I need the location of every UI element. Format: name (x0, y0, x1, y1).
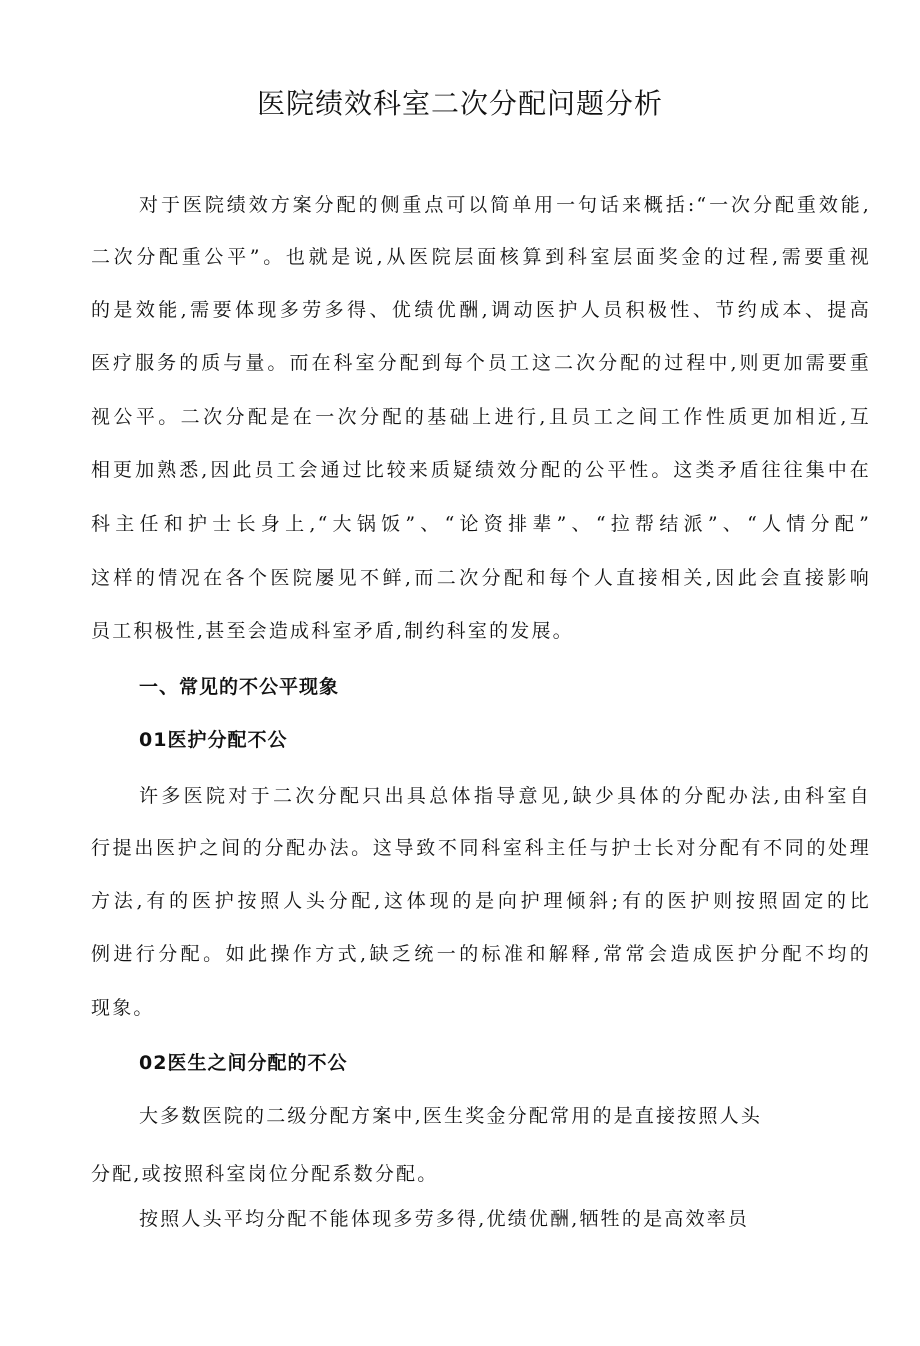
paragraph-line: 二次分配重公平”。也就是说,从医院层面核算到科室层面奖金的过程,需要重视 (91, 246, 871, 268)
paragraph-line: 现象。 (91, 997, 155, 1019)
paragraph-line: 大多数医院的二级分配方案中,医生奖金分配常用的是直接按照人头 (139, 1105, 763, 1127)
paragraph-line: 视公平。二次分配是在一次分配的基础上进行,且员工之间工作性质更加相近,互 (91, 406, 871, 428)
paragraph-line: 相更加熟悉,因此员工会通过比较来质疑绩效分配的公平性。这类矛盾往往集中在 (91, 459, 871, 481)
paragraph-line: 按照人头平均分配不能体现多劳多得,优绩优酬,牺牲的是高效率员 (139, 1208, 750, 1230)
subsection-heading: 01医护分配不公 (139, 729, 288, 751)
paragraph-line: 例进行分配。如此操作方式,缺乏统一的标准和解释,常常会造成医护分配不均的 (91, 943, 871, 965)
paragraph-line: 对于医院绩效方案分配的侧重点可以简单用一句话来概括:“一次分配重效能, (139, 194, 871, 216)
paragraph-line: 许多医院对于二次分配只出具总体指导意见,缺少具体的分配办法,由科室自 (139, 785, 871, 807)
paragraph-line: 医疗服务的质与量。而在科室分配到每个员工这二次分配的过程中,则更加需要重 (91, 352, 871, 374)
paragraph-line: 方法,有的医护按照人头分配,这体现的是向护理倾斜;有的医护则按照固定的比 (91, 890, 871, 912)
section-heading: 一、常见的不公平现象 (139, 676, 340, 698)
paragraph-line: 这样的情况在各个医院屡见不鲜,而二次分配和每个人直接相关,因此会直接影响 (91, 567, 871, 589)
paragraph-line: 员工积极性,甚至会造成科室矛盾,制约科室的发展。 (91, 620, 574, 642)
paragraph-line: 科主任和护士长身上,“大锅饭”、“论资排辈”、“拉帮结派”、“人情分配” (91, 513, 871, 535)
subsection-heading: 02医生之间分配的不公 (139, 1052, 348, 1074)
paragraph-line: 分配,或按照科室岗位分配系数分配。 (91, 1163, 439, 1185)
paragraph-line: 的是效能,需要体现多劳多得、优绩优酬,调动医护人员积极性、节约成本、提高 (91, 299, 871, 321)
document-title: 医院绩效科室二次分配问题分析 (256, 87, 663, 120)
paragraph-line: 行提出医护之间的分配办法。这导致不同科室科主任与护士长对分配有不同的处理 (91, 837, 871, 859)
